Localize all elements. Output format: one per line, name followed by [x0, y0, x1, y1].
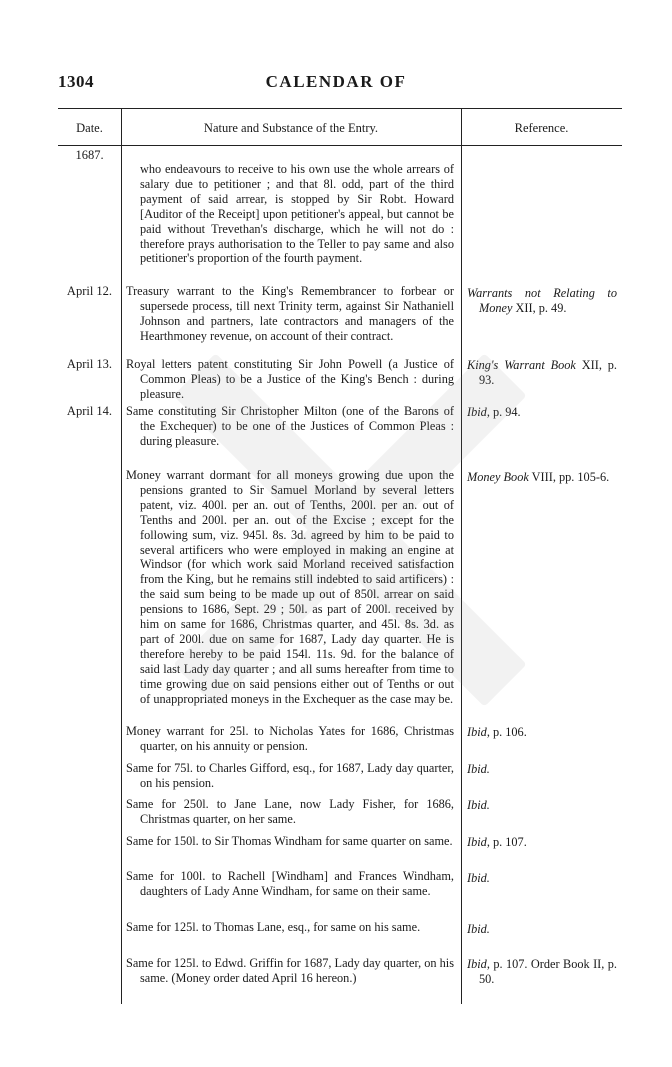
entry-date: April 12.	[66, 284, 113, 298]
entry-reference	[467, 725, 617, 740]
entry-reference	[467, 871, 617, 886]
entry-text: Same for 150l. to Sir Thomas Windham for same quarter on same.	[126, 834, 453, 848]
reference-detail: XII, p. 93.	[479, 358, 617, 387]
reference-detail: , p. 107.	[486, 835, 527, 849]
entry-text: Royal letters patent constituting Sir John Powell (a Justice of Common Pleas) to be a Justice of the King's Bench : during pleasure.	[126, 357, 454, 401]
column-divider-date	[121, 108, 122, 1004]
running-title: CALENDAR OF	[265, 72, 407, 91]
reference-title: Warrants not Relating to Money	[467, 286, 617, 315]
entry-reference	[467, 286, 617, 316]
reference-title: Ibid	[467, 835, 487, 849]
table-header-rule	[58, 145, 622, 146]
reference-detail: VIII, pp. 105-6.	[528, 470, 610, 484]
column-header-nature: Nature and Substance of the Entry.	[203, 121, 379, 135]
entry-date: April 14.	[66, 404, 113, 418]
column-divider-reference	[461, 108, 462, 1004]
reference-detail: , p. 94.	[486, 405, 521, 419]
reference-title: Ibid.	[467, 922, 490, 936]
entry-reference	[467, 470, 617, 485]
entry-reference	[467, 957, 617, 987]
table-top-rule	[58, 108, 622, 109]
entry-text: Same constituting Sir Christopher Milton (one of the Barons of the Exchequer) to be one of the Justices of Common Pleas : during pleasure.	[126, 404, 454, 448]
entry-text: who endeavours to receive to his own use the whole arrears of salary due to petitioner ; and that 8l. odd, part of the third payment of said arrear, is stopped by Sir Robt. Howard [Auditor of the Receipt] upon petitioner's appeal, but cannot be paid without Trevethan's discharge, which he will not do : therefore prays authorisation to the Teller to pay same and also petitioner's proportion of the fourth payment.	[140, 162, 454, 266]
entry-reference	[467, 762, 617, 777]
column-header-reference: Reference.	[514, 121, 569, 135]
reference-detail: , p. 106.	[486, 725, 527, 739]
entry-text: Same for 100l. to Rachell [Windham] and Frances Windham, daughters of Lady Anne Windham, for same on their same.	[126, 869, 454, 898]
entry-reference	[467, 835, 617, 850]
reference-title: Ibid	[467, 405, 487, 419]
reference-title: Ibid	[467, 725, 487, 739]
reference-detail: , p. 107. Order Book II, p. 50.	[479, 957, 617, 986]
reference-title: King's Warrant Book	[467, 358, 576, 372]
reference-title: Ibid.	[467, 871, 490, 885]
entry-text: Money warrant dormant for all moneys growing due upon the pensions granted to Sir Samuel Morland by several letters patent, viz. 400l. per an. out of Tenths, 200l. per an. out of Tenths and 200l. per an. out of the Excise ; except for the following sum, viz. 945l. 8s. 3d. agreed by him to be paid to several artificers who were employed in making an engine at Windsor (for which work said Morland received satisfaction from the King, but he remains still indebted to said artificers) : the said sum being to be made up out of 850l. arrear on said pensions to 1686, Sept. 29 ; 50l. as part of 200l. received by him on same for 1686, Christmas quarter, and 45l. 8s. 3d. as part of 200l. due on same for 1687, Lady day quarter. He is therefore hereby to be paid 154l. 11s. 9d. for the balance of said last Lady day quarter ; and all sums hereafter from time to time growing due on said pensions either out of Tenths or out of unappropriated moneys in the Exchequer as the case may be.	[126, 468, 454, 706]
entry-date: April 13.	[66, 357, 113, 371]
reference-title: Ibid.	[467, 762, 490, 776]
entry-reference	[467, 405, 617, 420]
page-number: 1304	[58, 72, 94, 91]
entry-text: Money warrant for 25l. to Nicholas Yates for 1686, Christmas quarter, on his annuity or pension.	[126, 724, 454, 753]
reference-title: Ibid	[467, 957, 487, 971]
column-header-date: Date.	[76, 121, 103, 135]
reference-title: Ibid.	[467, 798, 490, 812]
entry-reference	[467, 798, 617, 813]
entry-text: Treasury warrant to the King's Remembrancer to forbear or supersede process, till next Trinity term, against Sir Nathaniell Johnson and partners, late contractors and managers of the Hearthmoney revenue, on account of their contract.	[126, 284, 454, 343]
entry-text: Same for 125l. to Edwd. Griffin for 1687, Lady day quarter, on his same. (Money order dated April 16 hereon.)	[126, 956, 454, 985]
reference-detail: XII, p. 49.	[512, 300, 567, 315]
entry-text: Same for 75l. to Charles Gifford, esq., for 1687, Lady day quarter, on his pension.	[126, 761, 454, 790]
entry-text: Same for 125l. to Thomas Lane, esq., for same on his same.	[126, 920, 421, 934]
reference-title: Money Book	[467, 470, 529, 484]
year-label: 1687.	[75, 148, 104, 162]
entry-reference	[467, 922, 617, 937]
entry-text: Same for 250l. to Jane Lane, now Lady Fisher, for 1686, Christmas quarter, on her same.	[126, 797, 454, 826]
entry-reference	[467, 358, 617, 388]
